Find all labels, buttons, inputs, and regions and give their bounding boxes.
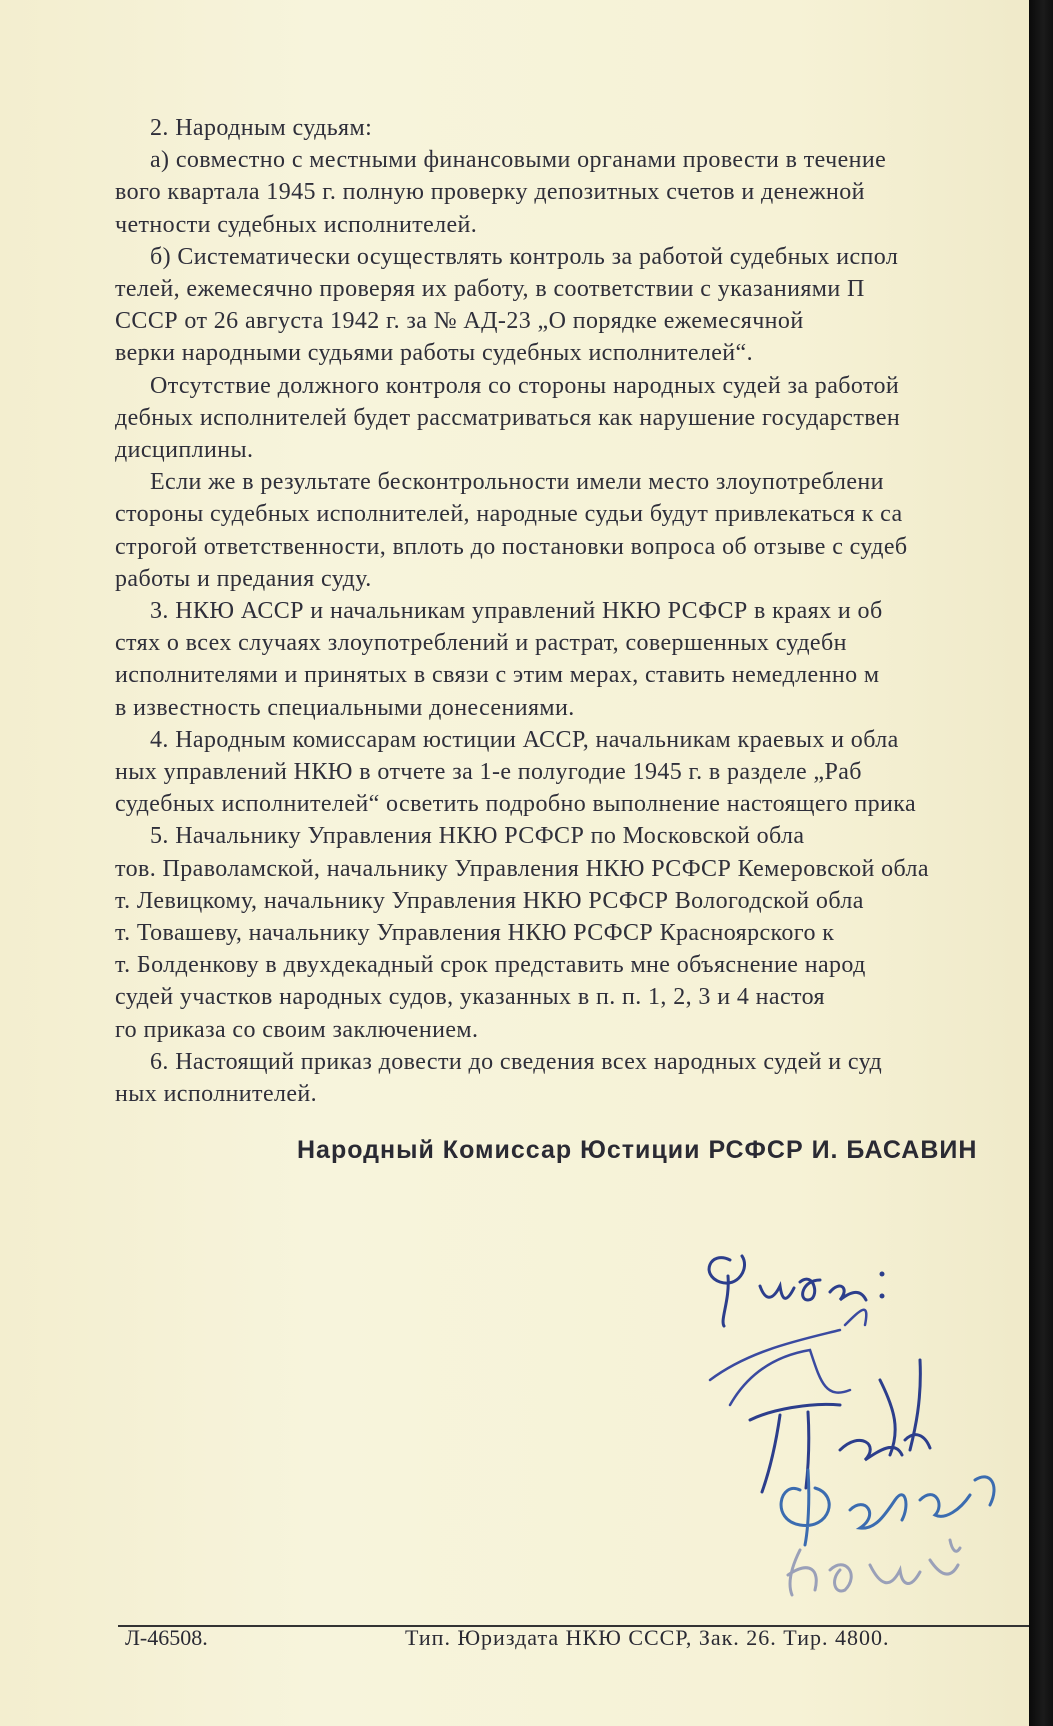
text-line: стороны судебных исполнителей, народные судьи будут привлекаться к са	[115, 501, 903, 528]
scan-edge	[1029, 0, 1053, 1726]
text-line: работы и предания суду.	[115, 565, 372, 592]
footer-printer-info: Тип. Юриздата НКЮ СССР, Зак. 26. Тир. 4800.	[405, 1625, 890, 1650]
text-line: а) совместно с местными финансовыми органами провести в течение	[150, 147, 887, 174]
text-line: Если же в результате бесконтрольности имели место злоупотреблени	[150, 469, 884, 496]
text-line: б) Систематически осуществлять контроль за работой судебных испол	[150, 243, 899, 270]
order-text	[115, 112, 1027, 1110]
text-line: 3. НКЮ АССР и начальникам управлений НКЮ РСФСР в краях и об	[150, 598, 883, 625]
text-line: т. Товашеву, начальнику Управления НКЮ РСФСР Красноярского к	[115, 920, 835, 947]
text-line: Отсутствие должного контроля со стороны народных судей за работой	[150, 372, 900, 399]
text-line: тов. Праволамской, начальнику Управления НКЮ РСФСР Кемеровской обла	[115, 855, 929, 882]
text-line: го приказа со своим заключением.	[115, 1016, 479, 1043]
text-line: ных исполнителей.	[115, 1081, 318, 1108]
text-line: дисциплины.	[115, 437, 254, 464]
text-line: дебных исполнителей будет рассматриваться как нарушение государствен	[115, 404, 901, 431]
text-line: т. Болденкову в двухдекадный срок представить мне объяснение народ	[115, 952, 866, 979]
text-line: телей, ежемесячно проверяя их работу, в соответствии с указаниями П	[115, 276, 865, 303]
text-line: т. Левицкому, начальнику Управления НКЮ РСФСР Вологодской обла	[115, 887, 864, 914]
text-line: 6. Настоящий приказ довести до сведения всех народных судей и суд	[150, 1048, 883, 1075]
signatory-title: Народный Комиссар Юстиции РСФСР И. БАСАВИН	[297, 1136, 978, 1164]
footer-code: Л-46508.	[125, 1625, 208, 1650]
text-line: 5. Начальнику Управления НКЮ РСФСР по Московской обла	[150, 823, 805, 850]
handwritten-signatures	[690, 1230, 1030, 1610]
text-line: в известность специальными донесениями.	[115, 694, 575, 721]
text-line: ных управлений НКЮ в отчете за 1-е полугодие 1945 г. в разделе „Раб	[115, 759, 862, 786]
text-line: исполнителями и принятых в связи с этим мерах, ставить немедленно м	[115, 662, 880, 689]
text-line: вого квартала 1945 г. полную проверку депозитных счетов и денежной	[115, 179, 865, 206]
text-line: стях о всех случаях злоупотреблений и растрат, совершенных судебн	[115, 630, 847, 657]
text-line: СССР от 26 августа 1942 г. за № АД-23 „О порядке ежемесячной	[115, 308, 804, 335]
text-line: четности судебных исполнителей.	[115, 211, 478, 238]
text-line: судей участков народных судов, указанных в п. п. 1, 2, 3 и 4 настоя	[115, 984, 825, 1011]
text-line: строгой ответственности, вплоть до постановки вопроса об отзыве с судеб	[115, 533, 908, 560]
text-line: 2. Народным судьям:	[150, 115, 373, 141]
text-line: 4. Народным комиссарам юстиции АССР, начальникам краевых и обла	[150, 726, 899, 753]
text-line: судебных исполнителей“ осветить подробно выполнение настоящего прика	[115, 791, 917, 818]
text-line: верки народными судьями работы судебных исполнителей“.	[115, 340, 753, 367]
